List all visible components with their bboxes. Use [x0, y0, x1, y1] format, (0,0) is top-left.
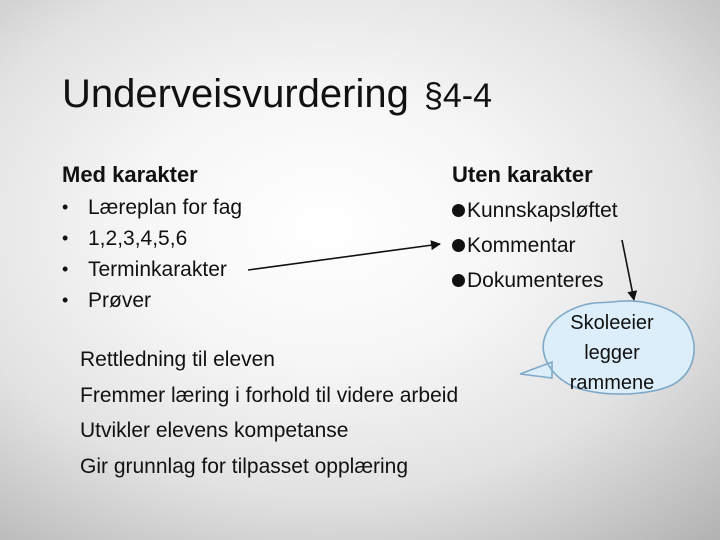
list-item-label: Dokumenteres	[467, 269, 604, 292]
list-item: Rettledning til eleven	[80, 348, 275, 371]
right-column-heading: Uten karakter	[452, 162, 593, 187]
list-item-label: Læreplan for fag	[88, 196, 243, 219]
callout-line: Skoleeier	[570, 312, 654, 334]
title-section: §4-4	[423, 77, 493, 115]
callout-line: legger	[584, 342, 640, 364]
list-item: Fremmer læring i forhold til videre arbeid	[80, 383, 459, 407]
list-item-label: Terminkarakter	[88, 258, 227, 281]
list-item: Gir grunnlag for tilpasset opplæring	[80, 454, 409, 478]
list-item: Utvikler elevens kompetanse	[80, 419, 349, 442]
title-main: Underveisvurdering	[62, 72, 409, 116]
bullet-icon: •	[62, 259, 69, 279]
list-item-label: Kommentar	[467, 234, 576, 257]
bullet-icon: •	[62, 290, 69, 310]
callout-text	[548, 308, 676, 398]
list-item-label: Kunnskapsløftet	[467, 199, 618, 222]
bullet-icon: •	[62, 228, 69, 248]
callout-line: rammene	[569, 372, 655, 394]
list-item-label: Prøver	[88, 289, 151, 312]
bullet-icon: •	[62, 197, 69, 217]
list-item-label: 1,2,3,4,5,6	[88, 227, 188, 250]
left-column-heading: Med karakter	[62, 162, 198, 187]
